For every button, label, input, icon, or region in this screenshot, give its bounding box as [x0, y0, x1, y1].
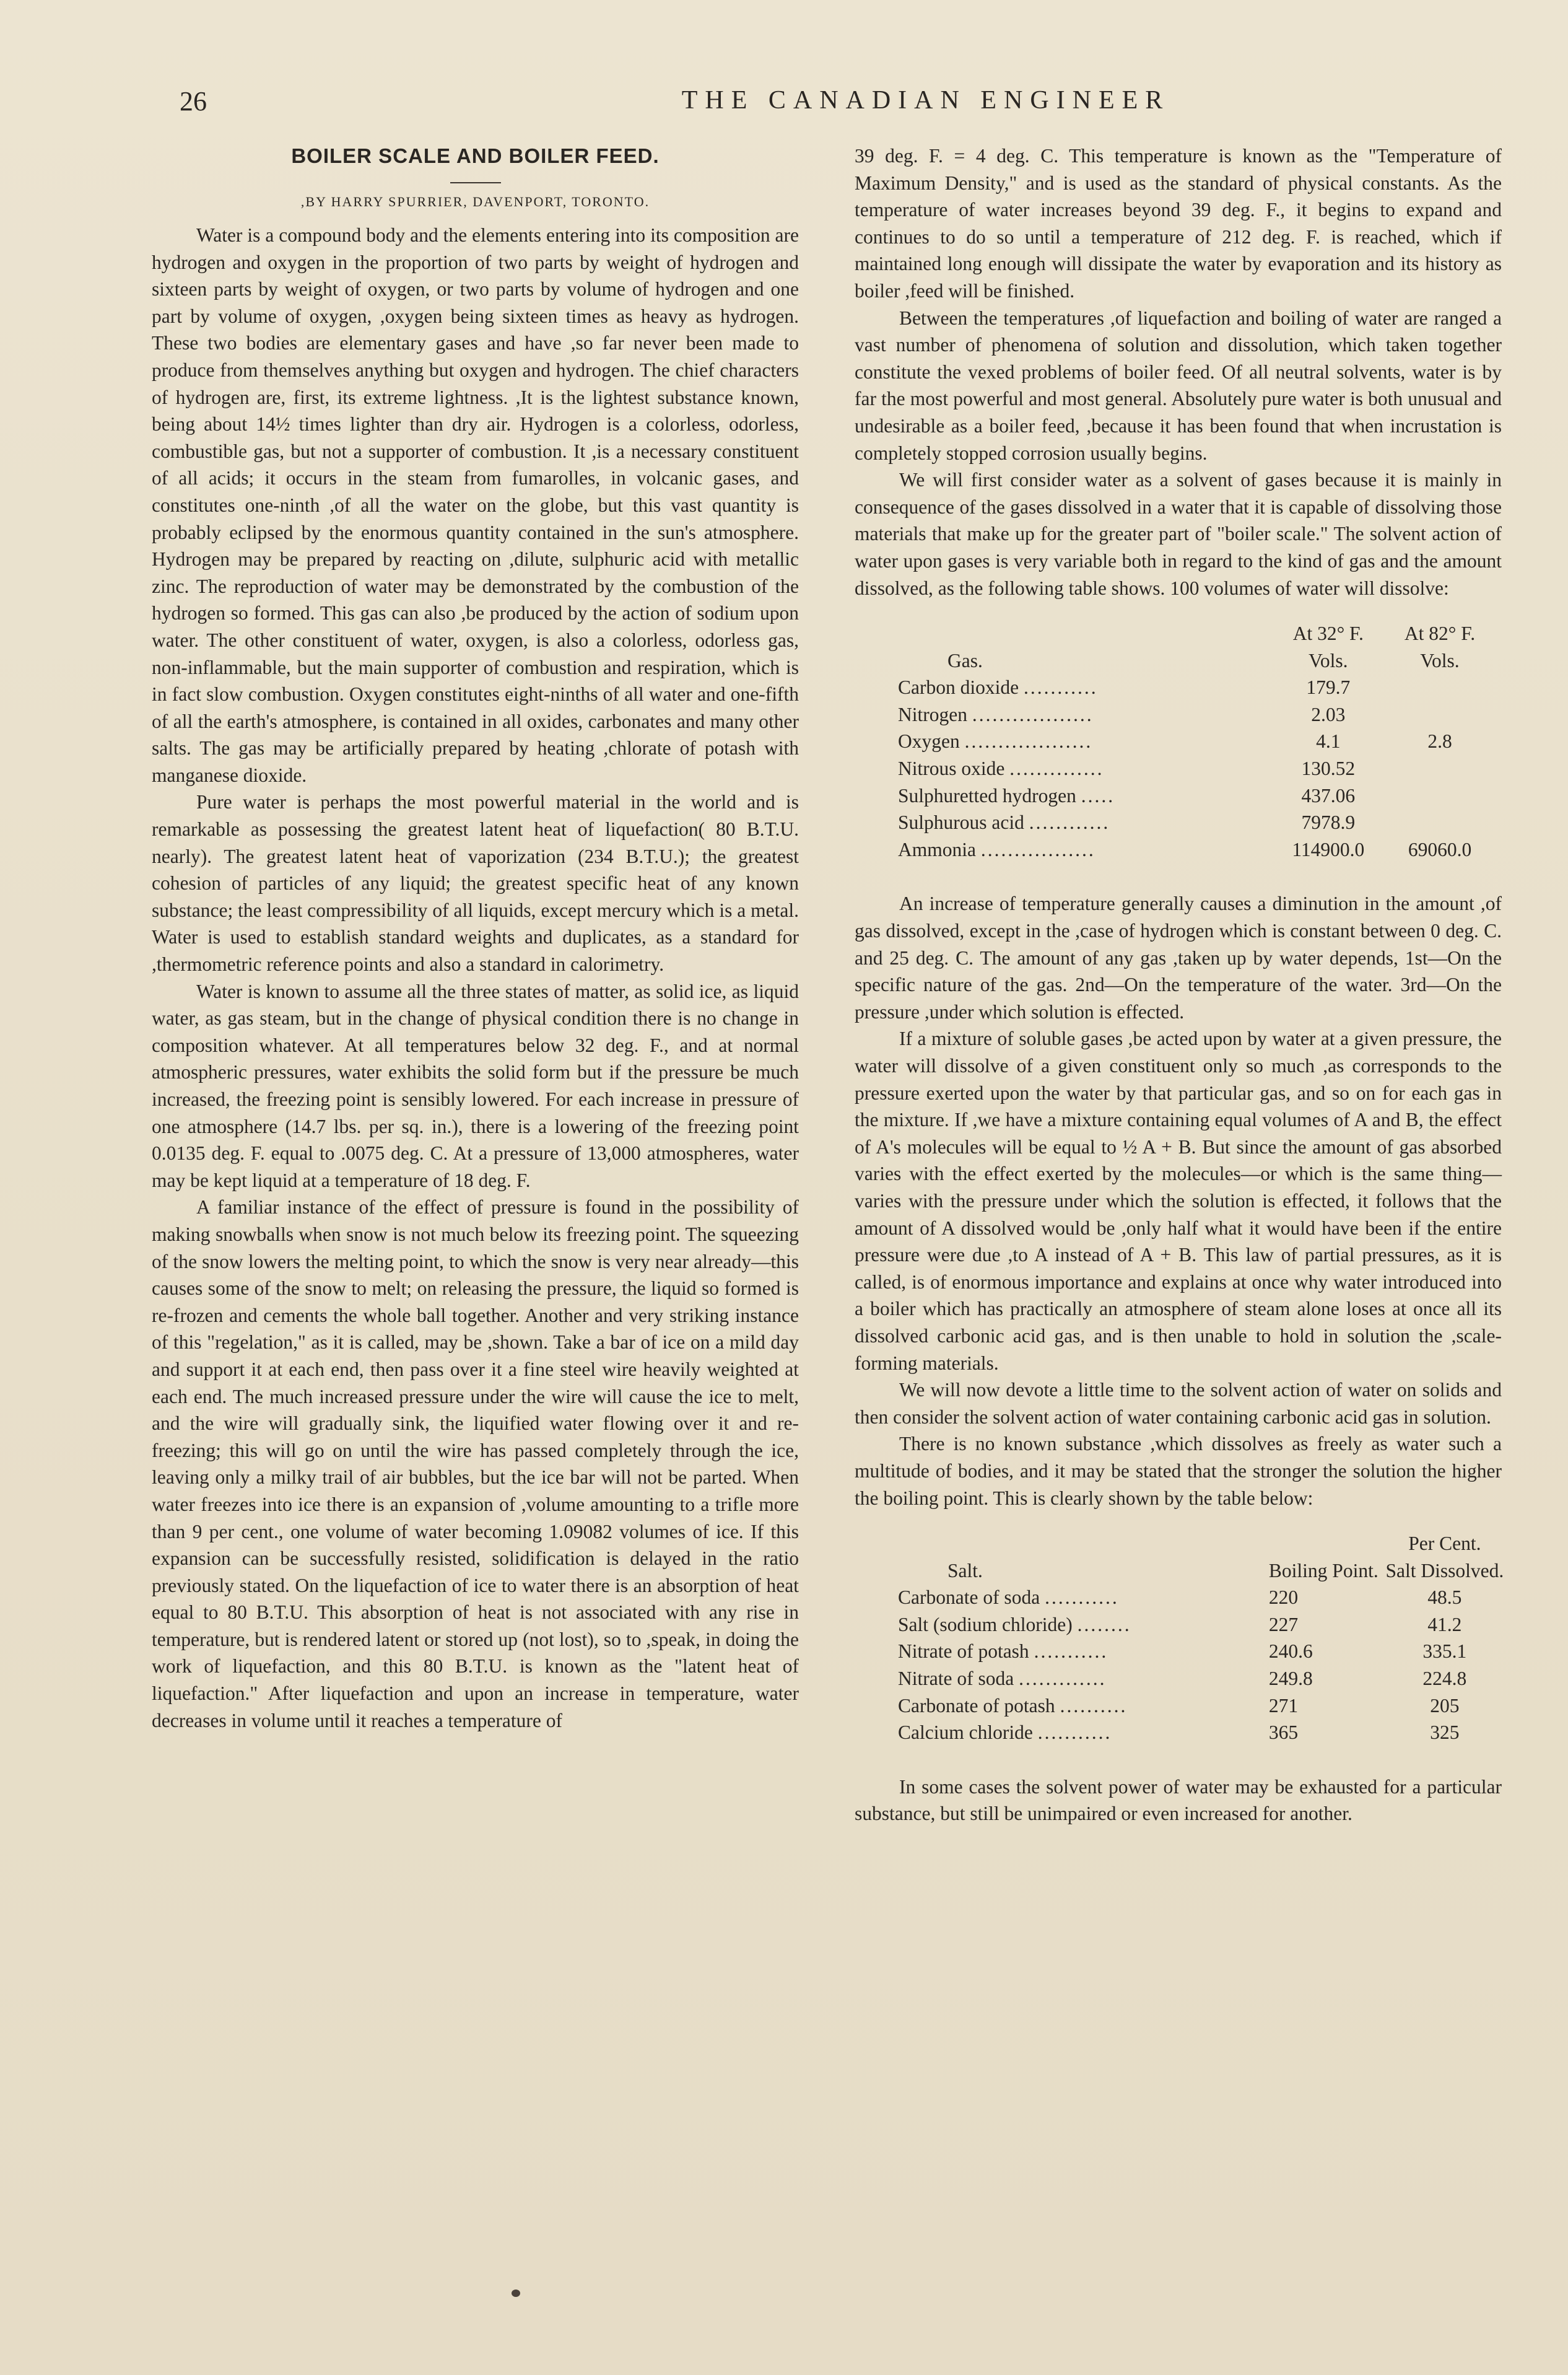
paragraph: Water is a compound body and the elements entering into its composition are hydrogen and oxygen in the proportion of two parts by weight of hydrogen and sixteen parts by weight of oxygen, or two parts by volume of hydrogen and one part by volume of oxygen, ,oxygen being sixteen times as heavy as hydrogen. These two bodies are elementary gases and have ,so far never been made to produce from themselves anything but oxygen and hydrogen. The chief characters of hydrogen are, first, its extreme lightness. ,It is the lightest substance known, being about 14½ times lighter than dry air. Hydrogen is a colorless, odorless, combustible gas, but not a supporter of combustion. It ,is a necessary constituent of all acids; it occurs in the steam from fumarolles, in volcanic gases, and constitutes one-ninth ,of all the water on the globe, but this vast quantity is probably eclipsed by the enormous quantity contained in the sun's atmosphere. Hydrogen may be prepared by reacting on ,dilute, sulphuric acid with metallic zinc. The reproduction of water may be demonstrated by the combustion of the hydrogen so formed. This gas can also ,be produced by the action of sodium upon water. The other constituent of water, oxygen, is also a colorless, odorless gas, non-inflammable, but the main supporter of combustion and respiration, which is in fact slow combustion. Oxygen constitutes eight-ninths of all water and one-fifth of all the earth's atmosphere, is contained in all oxides, carbonates and many other salts. The gas may be artificially prepared by heating ,chlorate of potash with manganese dioxide.: [152, 224, 799, 786]
table-cell: [1393, 782, 1486, 810]
journal-title: THE CANADIAN ENGINEER: [681, 86, 1170, 115]
salt-name: Carbonate of soda: [898, 1586, 1040, 1609]
boiling-point-table: [898, 1530, 1511, 1746]
paragraph: Water is known to assume all the three states of matter, as solid ice, as liquid water, as gas steam, but in the change of physical condition there is no change in composition whatever. At all temperatures below 32 deg. F., and at normal atmospheric pressures, water exhibits the solid form but if the pressure be much increased, the freezing point is sensibly lowered. For each increase in pressure of one atmosphere (14.7 lbs. per sq. in.), there is a lowering of the freezing point 0.0135 deg. F. equal to .0075 deg. C. At a pressure of 13,000 atmospheres, water may be kept liquid at a temperature of 18 deg. F.: [152, 980, 799, 1191]
table-cell: 240.6: [1268, 1640, 1313, 1663]
table-row: Sulphuretted hydrogen ..... 437.06: [898, 782, 1486, 810]
table-cell: 2.03: [1311, 703, 1346, 725]
table-header: Salt Dissolved.: [1385, 1559, 1504, 1581]
table-row: Nitrous oxide .............. 130.52: [898, 755, 1486, 782]
paragraph: If a mixture of soluble gases ,be acted upon by water at a given pressure, the water will dissolve of a given constituent only so much ,as corresponds to the pressure exerted upon the water by that particular gas, and so on for each gas in the mixture. If ,we have a mixture containing equal volumes of A and B, the effect of A's molecules will be equal to ½ A + B. But since the amount of gas absorbed varies with the effect exerted by the molecules—or which is the same thing—varies with the pressure under which the solution is effected, it follows that the amount of A dissolved would be ,only half what it would have been if the entire pressure were due ,to A instead of A + B. This law of partial pressures, as it is called, is of enormous importance and explains at once why water introduced into a boiler which has practically an atmosphere of steam alone loses at once all its dissolved carbonic acid gas, and is then unable to hold in solution the ,scale-forming materials.: [855, 1028, 1502, 1374]
table-cell: 4.1: [1316, 730, 1341, 753]
paragraph: Between the temperatures ,of liquefaction and boiling of water are ranged a vast number of phenomena of solution and dissolution, which taken together constitute the vexed problems of boiler feed. Of all neutral solvents, water is by far the most powerful and most general. Absolutely pure water is both unusual and undesirable as a boiler feed, ,because it has been found that when incrustation is completely stopped corrosion usually begins.: [855, 307, 1502, 464]
table-header: Gas.: [947, 649, 983, 671]
paragraph: In some cases the solvent power of water may be exhausted for a particular substance, but still be unimpaired or even increased for another.: [855, 1775, 1502, 1825]
table-cell: 437.06: [1301, 784, 1356, 807]
table-cell: 224.8: [1422, 1668, 1467, 1690]
table-header: Vols.: [1420, 649, 1460, 671]
table-cell: 325: [1430, 1721, 1460, 1744]
table-cell: [1393, 755, 1486, 782]
table-header: Salt.: [947, 1559, 983, 1581]
article-title: BOILER SCALE AND BOILER FEED.: [291, 144, 660, 167]
gas-name: Nitrous oxide: [898, 758, 1005, 780]
table-row: Carbonate of potash .......... 271 205: [898, 1692, 1511, 1720]
table-row: Nitrate of soda ............. 249.8 224.8: [898, 1665, 1511, 1692]
paragraph: Pure water is perhaps the most powerful material in the world and is remarkable as possessing the greatest latent heat of liquefaction( 80 B.T.U. nearly). The greatest latent heat of vaporization (234 B.T.U.); the greatest cohesion of particles of any liquid; the greatest specific heat of any known substance; the least compressibility of all liquids, except mercury which is a metal. Water is used to establish standard weights and duplicates, as a standard for ,thermometric reference points and also a standard in calorimetry.: [152, 791, 799, 976]
table-header: Vols.: [1309, 649, 1348, 671]
table-row: Ammonia ................. 114900.0 69060.0: [898, 836, 1486, 864]
gas-name: Oxygen: [898, 730, 960, 753]
table-cell: 365: [1268, 1721, 1299, 1744]
gas-name: Sulphuretted hydrogen: [898, 784, 1076, 807]
gas-name: Nitrogen: [898, 703, 967, 725]
table-cell: 249.8: [1268, 1668, 1313, 1690]
table-row: Nitrogen .................. 2.03: [898, 701, 1486, 728]
table-row: Salt (sodium chloride) ........ 227 41.2: [898, 1611, 1511, 1638]
table-row: Oxygen ................... 4.1 2.8: [898, 728, 1486, 755]
paragraph: A familiar instance of the effect of pressure is found in the possibility of making snowballs when snow is not much below its freezing point. The squeezing of the snow lowers the melting point, to which the snow is very near already—this causes some of the snow to melt; on releasing the pressure, the liquid so formed is re-frozen and cements the whole ball together. Another and very striking instance of this "regelation," as it is called, may be ,shown. Take a bar of ice on a mild day and support it at each end, then pass over it a fine steel wire heavily weighted at each end. The much increased pressure under the wire will cause the ice to melt, and the wire will gradually sink, the liquified water flowing over it and re-freezing; this will go on until the wire has passed completely through the ice, leaving only a milky trail of air bubbles, but the ice bar will not be parted. When water freezes into ice there is an expansion of ,volume amounting to a trifle more than 9 per cent., one volume of water becoming 1.09082 volumes of ice. If this expansion can be successfully resisted, solidification is delayed in the ratio previously stated. On the liquefaction of ice to water there is an absorption of heat equal to 80 B.T.U. This absorption of heat is not associated with any rise in temperature, but is rendered latent or stored up (not lost), so to ,speak, in doing the work of liquefaction, and this 80 B.T.U. is known as the "latent heat of liquefaction." After liquefaction and upon an increase in temperature, water decreases in volume until it reaches a temperature of: [152, 1196, 799, 1731]
salt-name: Calcium chloride: [898, 1721, 1033, 1744]
table-row: Carbonate of soda ........... 220 48.5: [898, 1584, 1511, 1611]
salt-name: Nitrate of soda: [898, 1668, 1014, 1690]
table-cell: [1393, 701, 1486, 728]
table-cell: [1393, 809, 1486, 836]
table-cell: [1393, 674, 1486, 701]
table-cell: 205: [1430, 1694, 1460, 1717]
gas-solubility-table: [898, 620, 1486, 863]
table-cell: 179.7: [1306, 676, 1351, 699]
right-column: [855, 142, 1502, 1827]
table-cell: 2.8: [1427, 730, 1452, 753]
paragraph: There is no known substance ,which dissolves as freely as water such a multitude of bodies, and it may be stated that the stronger the solution the higher the boiling point. This is clearly shown by the table below:: [855, 1433, 1502, 1509]
title-rule: [450, 182, 501, 183]
paragraph: We will first consider water as a solvent of gases because it is mainly in consequence of the gases dissolved in a water that it is capable of dissolving those materials that make up for the greater part of "boiler scale." The solvent action of water upon gases is very variable both in regard to the kind of gas and the amount dissolved, as the following table shows. 100 volumes of water will dissolve:: [855, 469, 1502, 599]
salt-name: Salt (sodium chloride): [898, 1613, 1073, 1635]
table-cell: 220: [1268, 1586, 1299, 1609]
table-cell: 69060.0: [1408, 838, 1472, 860]
table-cell: 130.52: [1301, 758, 1356, 780]
table-cell: 41.2: [1427, 1613, 1462, 1635]
table-header: Per Cent.: [1408, 1533, 1481, 1555]
ink-mark: [512, 2290, 520, 2297]
salt-name: Nitrate of potash: [898, 1640, 1029, 1663]
left-column: [152, 142, 799, 1734]
gas-name: Carbon dioxide: [898, 676, 1019, 699]
table-cell: 7978.9: [1301, 811, 1356, 834]
paragraph: An increase of temperature generally causes a diminution in the amount ,of gas dissolved, except in the ,case of hydrogen which is constant between 0 deg. C. and 25 deg. C. The amount of any gas ,taken up by water depends, 1st—On the specific nature of the gas. 2nd—On the temperature of the water. 3rd—On the pressure ,under which solution is effected.: [855, 893, 1502, 1023]
table-row: Nitrate of potash ........... 240.6 335.1: [898, 1638, 1511, 1665]
table-header: At 32° F.: [1292, 623, 1364, 645]
table-cell: 271: [1268, 1694, 1299, 1717]
gas-name: Sulphurous acid: [898, 811, 1024, 834]
gas-name: Ammonia: [898, 838, 976, 860]
table-row: Carbon dioxide ........... 179.7: [898, 674, 1486, 701]
table-cell: 48.5: [1427, 1586, 1462, 1609]
table-header: At 82° F.: [1404, 623, 1476, 645]
paragraph: We will now devote a little time to the solvent action of water on solids and then consider the solvent action of water containing carbonic acid gas in solution.: [855, 1379, 1502, 1428]
table-row: Sulphurous acid ............ 7978.9: [898, 809, 1486, 836]
running-head: [173, 85, 1517, 123]
salt-name: Carbonate of potash: [898, 1694, 1055, 1717]
page-number: 26: [180, 86, 207, 116]
table-row: Calcium chloride ........... 365 325: [898, 1719, 1511, 1746]
table-cell: 227: [1268, 1613, 1299, 1635]
table-cell: 335.1: [1422, 1640, 1467, 1663]
table-cell: 114900.0: [1292, 838, 1365, 860]
article-byline: ,BY HARRY SPURRIER, DAVENPORT, TORONTO.: [300, 194, 650, 209]
table-header: Boiling Point.: [1268, 1559, 1379, 1581]
paragraph: 39 deg. F. = 4 deg. C. This temperature is known as the "Temperature of Maximum Density," and is used as the standard of physical constants. As the temperature of water increases beyond 39 deg. F., it begins to expand and continues to do so until a temperature of 212 deg. F. is reached, which if maintained long enough will dissipate the water by evaporation and its history as boiler ,feed will be finished.: [855, 145, 1502, 302]
